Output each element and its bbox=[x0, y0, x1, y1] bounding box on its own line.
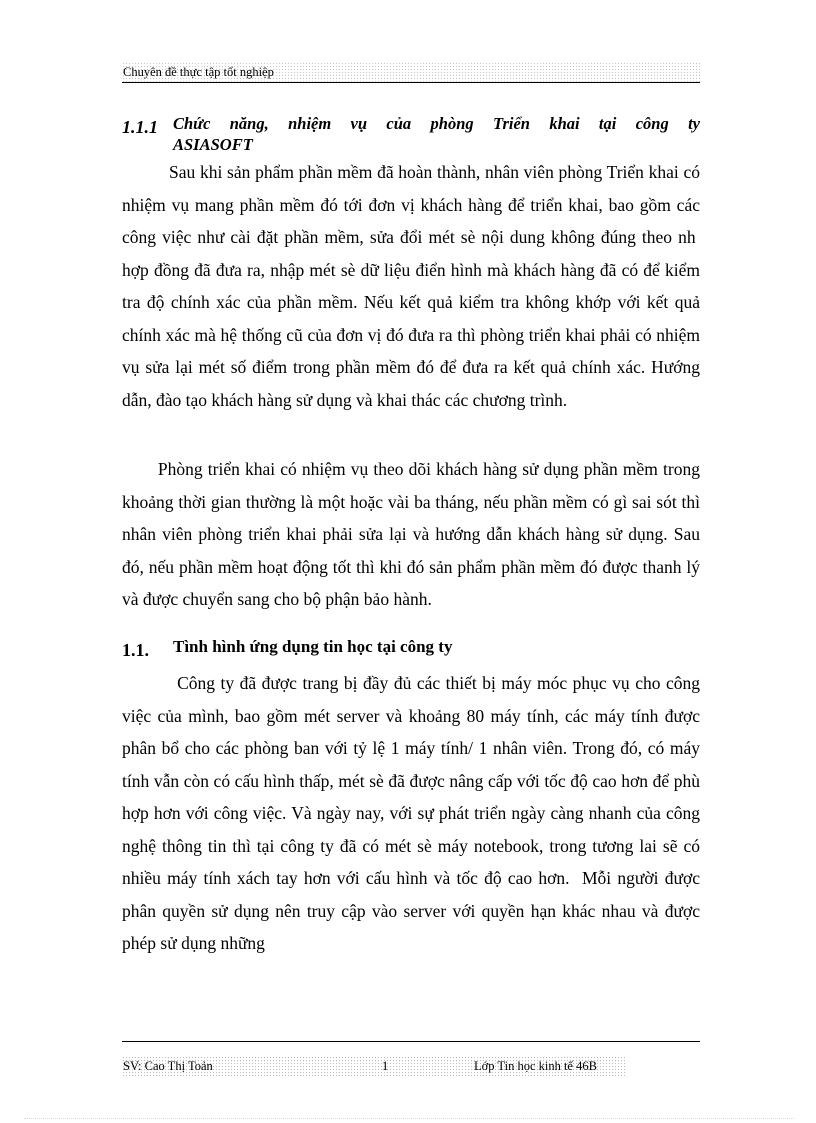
section-title: Chức năng, nhiệm vụ của phòng Triển khai tại công ty bbox=[173, 114, 700, 133]
footer-class: Lớp Tin học kinh tế 46B bbox=[474, 1059, 597, 1073]
body-paragraph-2: Phòng triển khai có nhiệm vụ theo dõi khách hàng sử dụng phần mềm trong khoảng thời gian thường là một hoặc vài ba tháng, nếu phần mềm có gì sai sót thì nhân viên phòng triển khai phải sửa lại và hướng dẫn khách hàng sử dụng. Sau đó, nếu phần mềm hoạt động tốt thì khi đó sản phẩm phần mềm đó được thanh lý và được chuyển sang cho bộ phận bảo hành. bbox=[122, 459, 700, 609]
page-header bbox=[122, 62, 700, 83]
section-number: 1.1.1 bbox=[122, 117, 158, 137]
footer-page-number: 1 bbox=[382, 1059, 389, 1073]
footer-author: SV: Cao Thị Toản bbox=[123, 1059, 213, 1073]
section-title-continued: ASIASOFT bbox=[173, 135, 253, 154]
subsection-number: 1.1. bbox=[122, 640, 149, 660]
body-paragraph-3: Công ty đã được trang bị đầy đủ các thiết bị máy móc phục vụ cho công việc của mình, bao gồm mét server và khoảng 80 máy tính, các máy tính được phân bổ cho các phòng ban với tỷ lệ 1 máy tính/ 1 nhân viên. Trong đó, có máy tính vẫn còn có cấu hình thấp, mét sè đã được nâng cấp với tốc độ cao hơn để phù hợp hơn với công việc. Và ngày nay, với sự phát triển ngày càng nhanh của công nghệ thông tin thì tại công ty đã có mét sè máy notebook, trong tương lai sẽ có nhiều máy tính xách tay hơn với cấu hình và tốc độ cao hơn. Mỗi người được phân quyền sử dụng nên truy cập vào server với quyền hạn khác nhau và được phép sử dụng những bbox=[122, 673, 700, 953]
header-text: Chuyên đề thực tập tốt nghiệp bbox=[123, 65, 274, 79]
body-paragraph-1: Sau khi sản phẩm phần mềm đã hoàn thành, nhân viên phòng Triển khai có nhiệm vụ mang phần mềm đó tới đơn vị khách hàng để triển khai, bao gồm các công việc như cài đặt phần mềm, sửa đổi mét sè nội dung không đúng theo nh hợp đồng đã đưa ra, nhập mét sè dữ liệu điển hình mà khách hàng đã có để kiểm tra độ chính xác của phần mềm. Nếu kết quả kiểm tra không khớp với kết quả chính xác mà hệ thống cũ của đơn vị đó đưa ra thì phòng triển khai phải có nhiệm vụ sửa lại mét số điểm trong phần mềm đó để đưa ra kết quả chính xác. Hướng dẫn, đào tạo khách hàng sử dụng và khai thác các chương trình. bbox=[122, 162, 700, 410]
page-bottom-border bbox=[24, 1118, 794, 1119]
page-footer bbox=[122, 1041, 700, 1078]
subsection-title: Tình hình ứng dụng tin học tại công ty bbox=[173, 637, 453, 656]
